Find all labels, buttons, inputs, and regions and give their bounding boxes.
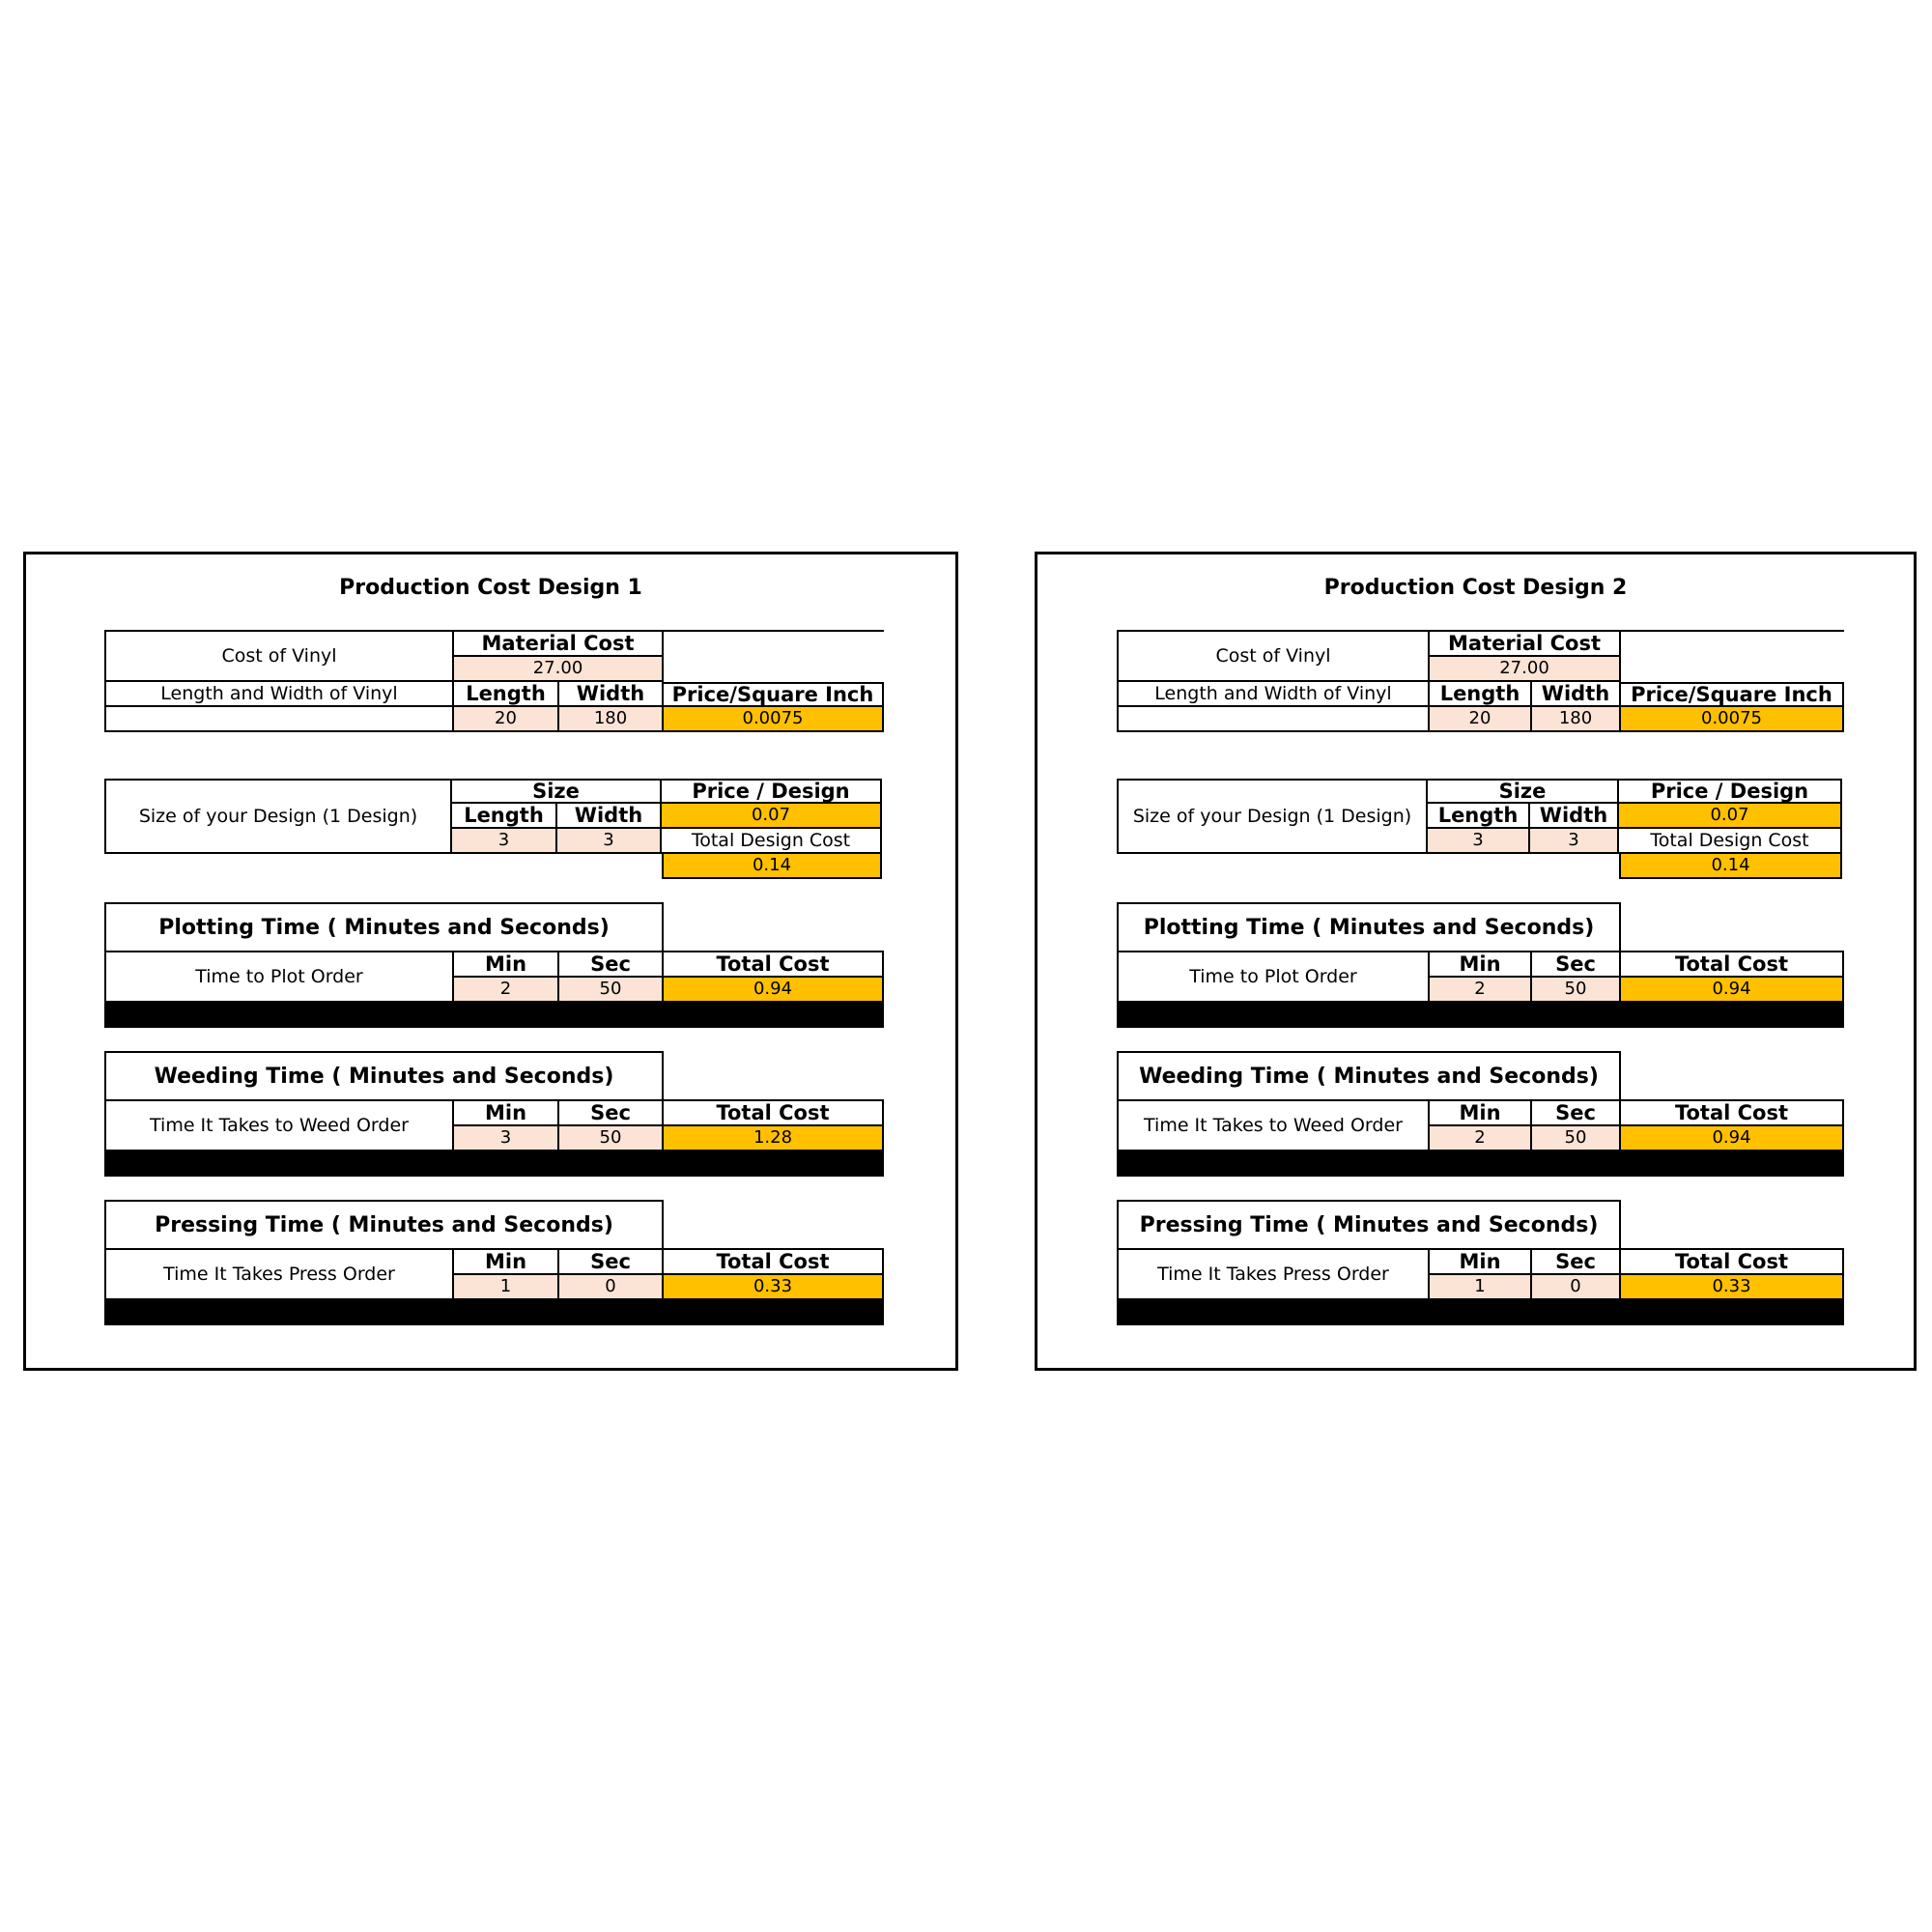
plot-min-value[interactable]: 2 [454, 978, 559, 1003]
plot-sec-value[interactable]: 50 [559, 978, 664, 1003]
plotting-time-title: Plotting Time ( Minutes and Seconds) [1117, 902, 1621, 952]
pressing-time-table [1117, 1248, 1844, 1325]
vinyl-length-value[interactable]: 20 [1430, 707, 1532, 732]
width-header: Width [1532, 682, 1621, 707]
cost-of-vinyl-label: Cost of Vinyl [106, 632, 454, 682]
size-header: Size [1428, 779, 1619, 804]
total-design-cost-label: Total Design Cost [662, 829, 882, 854]
panel-title: Production Cost Design 1 [339, 576, 642, 600]
black-bar [1119, 1003, 1844, 1028]
material-cost-value[interactable]: 27.00 [454, 657, 664, 682]
plotting-time-table [1117, 951, 1844, 1028]
material-cost-header: Material Cost [454, 632, 664, 657]
length-width-label: Length and Width of Vinyl [106, 682, 454, 707]
weeding-time-table [1117, 1099, 1844, 1177]
price-square-inch-value: 0.0075 [664, 707, 884, 732]
design-width-header: Width [1530, 804, 1619, 829]
plot-sec-header: Sec [559, 952, 664, 978]
material-cost-value[interactable]: 27.00 [1430, 657, 1621, 682]
press-sec-header: Sec [1532, 1250, 1621, 1275]
price-square-inch-value: 0.0075 [1621, 707, 1844, 732]
weed-min-value[interactable]: 2 [1430, 1126, 1532, 1151]
press-sec-value[interactable]: 0 [559, 1275, 664, 1300]
weed-min-value[interactable]: 3 [454, 1126, 559, 1151]
price-square-inch-header: Price/Square Inch [664, 682, 884, 707]
design-size-table [104, 779, 882, 879]
plot-sec-header: Sec [1532, 952, 1621, 978]
black-bar [106, 1300, 884, 1325]
plot-min-header: Min [1430, 952, 1532, 978]
price-design-header: Price / Design [1619, 779, 1842, 804]
design-size-label: Size of your Design (1 Design) [104, 779, 452, 854]
plotting-time-title: Plotting Time ( Minutes and Seconds) [104, 902, 664, 952]
design-width-header: Width [557, 804, 662, 829]
weed-total-cost-header: Total Cost [664, 1101, 884, 1126]
press-total-cost-header: Total Cost [664, 1250, 884, 1275]
design-length-header: Length [1428, 804, 1530, 829]
vinyl-width-value[interactable]: 180 [1532, 707, 1621, 732]
weeding-time-title: Weeding Time ( Minutes and Seconds) [1117, 1051, 1621, 1101]
design-length-value[interactable]: 3 [1428, 829, 1530, 854]
length-header: Length [1430, 682, 1532, 707]
pressing-time-title: Pressing Time ( Minutes and Seconds) [104, 1200, 664, 1250]
press-order-label: Time It Takes Press Order [106, 1250, 454, 1300]
plot-min-header: Min [454, 952, 559, 978]
plot-total-cost-header: Total Cost [1621, 952, 1844, 978]
press-total-cost-value: 0.33 [1621, 1275, 1844, 1300]
design-size-label: Size of your Design (1 Design) [1117, 779, 1428, 854]
black-bar [1119, 1300, 1844, 1325]
design-width-value[interactable]: 3 [1530, 829, 1619, 854]
press-total-cost-header: Total Cost [1621, 1250, 1844, 1275]
press-order-label: Time It Takes Press Order [1119, 1250, 1430, 1300]
weed-order-label: Time It Takes to Weed Order [106, 1101, 454, 1151]
black-bar [1119, 1151, 1844, 1177]
blank-cell [1117, 854, 1619, 879]
weed-total-cost-header: Total Cost [1621, 1101, 1844, 1126]
size-header: Size [452, 779, 662, 804]
length-header: Length [454, 682, 559, 707]
price-design-value: 0.07 [1619, 804, 1842, 829]
vinyl-length-value[interactable]: 20 [454, 707, 559, 732]
price-square-inch-header: Price/Square Inch [1621, 682, 1844, 707]
weed-sec-value[interactable]: 50 [559, 1126, 664, 1151]
vinyl-width-value[interactable]: 180 [559, 707, 664, 732]
blank-cell [1621, 632, 1844, 682]
press-min-header: Min [1430, 1250, 1532, 1275]
weed-min-header: Min [454, 1101, 559, 1126]
length-width-label: Length and Width of Vinyl [1119, 682, 1430, 707]
plot-total-cost-value: 0.94 [664, 978, 884, 1003]
weed-sec-header: Sec [1532, 1101, 1621, 1126]
blank-cell [664, 632, 884, 682]
black-bar [106, 1003, 884, 1028]
production-cost-panel-2 [1035, 552, 1917, 1371]
production-cost-panel-1 [23, 552, 958, 1371]
weed-total-cost-value: 1.28 [664, 1126, 884, 1151]
cost-of-vinyl-label: Cost of Vinyl [1119, 632, 1430, 682]
plotting-time-table [104, 951, 884, 1028]
press-min-header: Min [454, 1250, 559, 1275]
width-header: Width [559, 682, 664, 707]
total-design-cost-label: Total Design Cost [1619, 829, 1842, 854]
total-design-cost-value: 0.14 [662, 854, 882, 879]
blank-cell [104, 854, 662, 879]
plot-total-cost-value: 0.94 [1621, 978, 1844, 1003]
panel-title: Production Cost Design 2 [1323, 576, 1628, 600]
weed-order-label: Time It Takes to Weed Order [1119, 1101, 1430, 1151]
price-design-header: Price / Design [662, 779, 882, 804]
empty-label-cell [1119, 707, 1430, 732]
material-cost-table [1117, 630, 1844, 732]
total-design-cost-value: 0.14 [1619, 854, 1842, 879]
design-size-table [1117, 779, 1842, 879]
black-bar [106, 1151, 884, 1177]
material-cost-header: Material Cost [1430, 632, 1621, 657]
price-design-value: 0.07 [662, 804, 882, 829]
plot-order-label: Time to Plot Order [1119, 952, 1430, 1003]
plot-total-cost-header: Total Cost [664, 952, 884, 978]
press-total-cost-value: 0.33 [664, 1275, 884, 1300]
weed-total-cost-value: 0.94 [1621, 1126, 1844, 1151]
plot-sec-value[interactable]: 50 [1532, 978, 1621, 1003]
plot-min-value[interactable]: 2 [1430, 978, 1532, 1003]
pressing-time-table [104, 1248, 884, 1325]
press-sec-value[interactable]: 0 [1532, 1275, 1621, 1300]
weeding-time-table [104, 1099, 884, 1177]
press-min-value[interactable]: 1 [454, 1275, 559, 1300]
material-cost-table [104, 630, 884, 732]
design-length-value[interactable]: 3 [452, 829, 557, 854]
weed-sec-value[interactable]: 50 [1532, 1126, 1621, 1151]
empty-label-cell [106, 707, 454, 732]
design-width-value[interactable]: 3 [557, 829, 662, 854]
design-length-header: Length [452, 804, 557, 829]
weed-sec-header: Sec [559, 1101, 664, 1126]
weeding-time-title: Weeding Time ( Minutes and Seconds) [104, 1051, 664, 1101]
press-sec-header: Sec [559, 1250, 664, 1275]
pressing-time-title: Pressing Time ( Minutes and Seconds) [1117, 1200, 1621, 1250]
plot-order-label: Time to Plot Order [106, 952, 454, 1003]
weed-min-header: Min [1430, 1101, 1532, 1126]
press-min-value[interactable]: 1 [1430, 1275, 1532, 1300]
